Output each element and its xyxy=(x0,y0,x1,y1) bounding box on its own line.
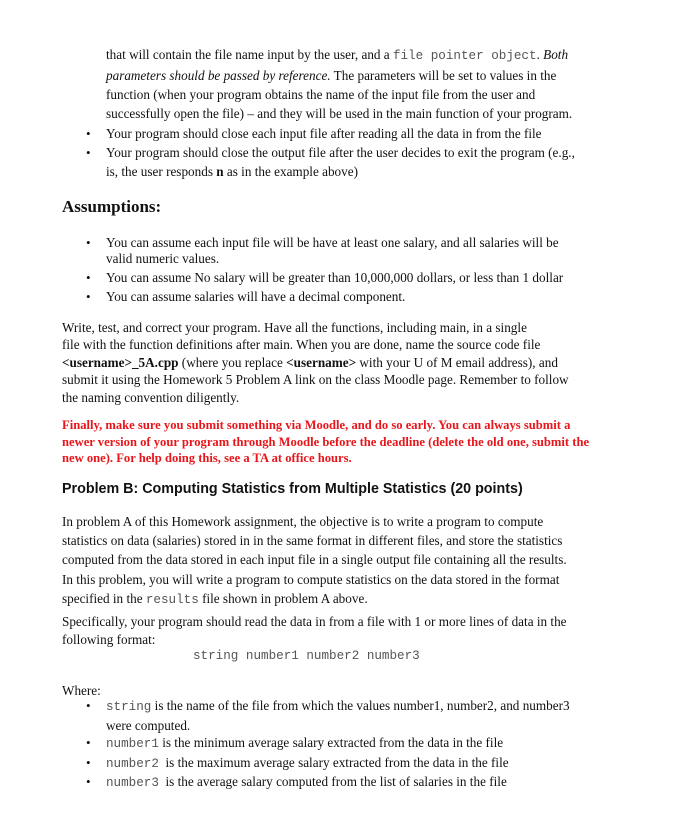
text: that will contain the file name input by the user, and a xyxy=(106,47,393,62)
where-list xyxy=(0,697,685,793)
text: statistics on data (salaries) stored in in the same format in different files, and store the statistics xyxy=(62,533,563,549)
text: In this problem, you will write a program to compute statistics on the data stored in the format xyxy=(62,571,560,587)
code-text: number1 xyxy=(106,737,159,752)
text: file shown in problem A above. xyxy=(198,590,368,606)
text: file with the function definitions after main. When you are done, name the source code file xyxy=(62,337,541,353)
list-item xyxy=(0,697,626,734)
bullet-icon: • xyxy=(86,754,91,770)
problem-b-intro xyxy=(62,512,622,610)
bullet-icon: • xyxy=(86,270,91,285)
bullet-icon: • xyxy=(86,735,91,751)
text: specified in the xyxy=(62,590,146,606)
list-item xyxy=(0,734,626,754)
text: (where you replace xyxy=(178,354,287,370)
intro-line: successfully open the file) – and they will be used in the main function of your program. xyxy=(106,106,573,121)
bullet-icon: • xyxy=(86,774,91,790)
bold-text: n xyxy=(216,164,224,179)
italic-text: Both xyxy=(543,47,569,62)
text: In problem A of this Homework assignment, the objective is to write a program to compute xyxy=(62,514,544,529)
text: The parameters will be set to values in the xyxy=(330,68,557,83)
list-item xyxy=(0,773,626,793)
text: is, the user responds xyxy=(106,164,217,179)
text: is the minimum average salary extracted from the data in the file xyxy=(158,735,504,751)
bullet-icon: • xyxy=(86,289,91,304)
code-text: number3 xyxy=(106,776,159,791)
intro-line: function (when your program obtains the name of the input file from the user and xyxy=(106,87,536,102)
text: Write, test, and correct your program. Have all the functions, including main, in a single xyxy=(62,320,527,335)
text: following format: xyxy=(62,631,156,647)
code-text: string xyxy=(106,700,152,714)
list-item xyxy=(0,754,626,774)
list-item xyxy=(0,289,626,305)
text: with your U of M email address), and xyxy=(356,354,558,370)
code-text: results xyxy=(145,592,199,607)
intro-line xyxy=(106,45,626,66)
problem-b-heading: Problem B: Computing Statistics from Multiple Statistics (20 points) xyxy=(62,481,523,497)
text: Your program should close each input file after reading all the data in from the file xyxy=(106,126,542,141)
format-code-line: string number1 number2 number3 xyxy=(193,649,420,663)
text: as in the example above) xyxy=(223,164,358,179)
filename-text: <username>_5A.cpp xyxy=(62,354,179,370)
code-text: number2 xyxy=(106,756,159,771)
list-item xyxy=(0,124,626,143)
text: were computed. xyxy=(106,717,191,733)
intro-paragraph xyxy=(106,45,626,123)
text: newer version of your program through Moodle before the deadline (delete the old one, submit the xyxy=(62,434,590,449)
list-item xyxy=(0,143,626,181)
list-item xyxy=(0,235,626,267)
list-item xyxy=(0,270,626,286)
text: You can assume each input file will be have at least one salary, and all salaries will be xyxy=(106,235,559,250)
text: You can assume No salary will be greater than 10,000,000 dollars, or less than 1 dollar xyxy=(106,270,564,285)
deadline-notice xyxy=(62,417,632,467)
close-file-bullets xyxy=(0,124,685,181)
text: submit it using the Homework 5 Problem A link on the class Moodle page. Remember to follow xyxy=(62,372,569,388)
italic-text: parameters should be passed by reference. xyxy=(106,68,331,83)
text: is the average salary computed from the list of salaries in the file xyxy=(158,774,507,790)
text: valid numeric values. xyxy=(106,251,220,266)
text: new one). For help doing this, see a TA at office hours. xyxy=(62,451,352,465)
bullet-icon: • xyxy=(86,698,91,713)
where-label: Where: xyxy=(62,683,101,698)
bullet-icon: • xyxy=(86,235,91,250)
text: Specifically, your program should read the data in from a file with 1 or more lines of data in the xyxy=(62,614,567,629)
text: . xyxy=(536,47,544,62)
text: is the name of the file from which the values number1, number2, and number3 xyxy=(151,698,570,713)
assumptions-list xyxy=(0,235,685,305)
text: computed from the data stored in each input file in a single output file containing all the results. xyxy=(62,552,567,568)
problem-b-format xyxy=(62,613,622,648)
text: the naming convention diligently. xyxy=(62,389,240,405)
bullet-icon: • xyxy=(86,126,91,141)
bullet-icon: • xyxy=(86,145,91,160)
text: Finally, make sure you submit something via Moodle, and do so early. You can always submit a xyxy=(62,418,571,432)
assumptions-heading: Assumptions: xyxy=(62,197,162,216)
submission-paragraph xyxy=(62,319,622,406)
bold-text: <username> xyxy=(286,354,357,370)
intro-line xyxy=(106,66,626,85)
code-text: file pointer object xyxy=(392,49,537,63)
text: is the maximum average salary extracted from the data in the file xyxy=(158,754,509,770)
text: Your program should close the output file after the user decides to exit the program (e.g., xyxy=(106,145,575,160)
text: You can assume salaries will have a decimal component. xyxy=(106,289,406,304)
